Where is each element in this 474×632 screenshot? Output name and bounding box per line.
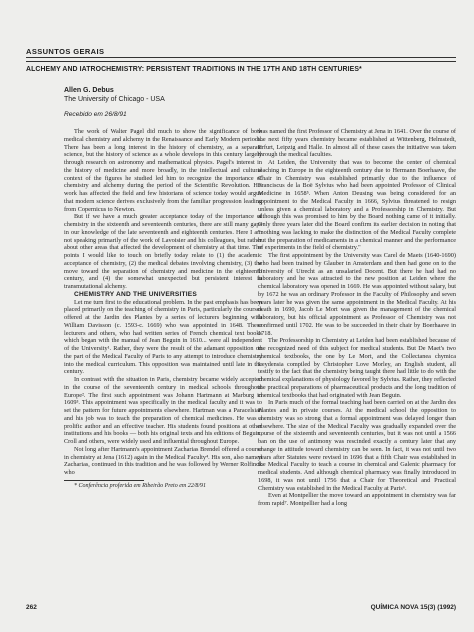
paragraph: Let me turn first to the educational problem. In the past emphasis has been placed primarily on the teaching of chemistry in Paris, particularly the courses offered at the Jardin des Plantes by a series of lecturers beginning with William Davisson (c. 1593-c. 1669) who was appointed in 1648. These lecturers and others, who had written series of French chemical text books which began with the manual of Jean Beguin in 1610... were all independent of the University¹. Rather, they were the result of the adamant opposition on the part of the Medical Faculty of Paris to any attempt to introduce chemistry into the medical curriculum. This opposition was maintained until late in the century. xyxy=(64,298,262,376)
section-heading: CHEMISTRY AND THE UNIVERSITIES xyxy=(74,290,197,298)
paragraph: In Paris much of the formal teaching had been carried on at the Jardin des Plantes and in private courses. At the medical school the opposition to chemistry was so strong that a formal appointment was delayed longer than elsewhere. The size of the Medical Faculty was gradually expanded over the course of the sixteenth and seventeenth centuries, but it was not until a 1566 ban on the use of antimony was rescinded exactly a century later that any change in attitude toward chemistry can be seen. In fact, it was not until two years after Statutes were revised in 1696 that a fifth Chair was established in the Medical Faculty to teach a course in chemical and Galenic pharmacy for medical students. And although chemical pharmacy was finally introduced in 1698, it was not until 1756 that a Chair for Theoretical and Practical Chemistry was established in the Medical Faculty at Paris⁶. xyxy=(258,399,456,492)
journal-citation: QUÍMICA NOVA 15(3) (1992) xyxy=(370,604,456,611)
paragraph: Not long after Hartmann's appointment Zacharias Brendel offered a course in chemistry at Jena (1612) again in the Medical Faculty⁴. His son, also named Zacharias, continued in this tradition and he was followed by Werner Rolfinck who xyxy=(64,445,262,476)
paragraph: was named the first Professor of Chemistry at Jena in 1641. Over the course of the next fifty years chemistry became established at Wittenberg, Helmstedt, Erfurt, Leipzig and Halle. In almost all of these cases the initiative was taken through the medical faculties. xyxy=(258,128,456,159)
paragraph: Even at Montpellier the move toward an appointment in chemistry was far from rapid⁷. Montpellier had a long xyxy=(258,492,456,507)
right-column xyxy=(258,128,456,508)
section-label: ASSUNTOS GERAIS xyxy=(26,47,105,56)
footnote: * Conferência proferida em Ribeirão Preto em 22/8/91 xyxy=(74,482,207,489)
paragraph: The Professorship in Chemistry at Leiden had been established because of the recognized need of this subject for medical students. But De Maet's two chemical textbooks, the one by Le Mort, and the Collectanea chymica Leydensia compiled by Christopher Love Morley, an English student, all testify to the fact that the chemistry being taught there had little to do with the chemical explanations of physiology favored by Sylvius. Rather, they reflected the practical preparations of pharmaceutical products and the long tradition of chemical textbooks that had originated with Jean Beguin. xyxy=(258,337,456,399)
page-number: 262 xyxy=(26,604,37,611)
paragraph: But if we have a much greater acceptance today of the importance of chemistry in the sixteenth and seventeenth centuries, there are still many gaps in our knowledge of the late seventeenth and eighteenth centuries. Here I am not speaking primarily of the work of Lavoisier and his colleagues, but rather about other areas that affected the development of chemistry at that time. The points I would like to touch on briefly today relate to (1) the academic acceptance of chemistry, (2) the medical debates involving chemistry, (3) the move toward the separation of chemistry and medicine in the eighteenth century, and (4) the somewhat unexpected but persistent interest in transmutational alchemy. xyxy=(64,213,262,290)
received-date: Recebido em 26/8/91 xyxy=(64,111,127,118)
paragraph: The first appointment by the University was Carel de Maets (1640-1690) who had been trained by Glauber in Amsterdam and then had gone on to the University of Utrecht as an unsalaried Docent. But there he had had no laboratory and he was attracted to the new position at Leiden where the chemical laboratory was opened in 1669. He was appointed without salary, but by 1672 he was an ordinary Professor in the Faculty of Philosophy and seven years later he was given the same appointment in the Medical Faculty. At his death in 1690, Jacob Le Mort was given the management of the chemical laboratory, but his official appointment as Professor of Chemistry was not confirmed until 1702. He was to be succeeded in their chair by Boerhaave in 1718. xyxy=(258,252,456,337)
paragraph: In contrast with the situation in Paris, chemistry became widely accepted in the course of the seventeenth century in medical schools throughout Europe². The first such appointment was Johann Hartmann at Marburg in 1609³. This appointment was specifically in the medical faculty and it was to set the pattern for future appointments elsewhere. Hartman was a Paracelsian and his job was to teach the preparation of chemical medicines. He was a prolific author and an effective teacher. His students found positions at other institutions and his books — both his original texts and his editions of Beguin, Croll and others, were widely used and influential throughout Europe. xyxy=(64,376,262,445)
left-column xyxy=(64,128,262,491)
article-title: ALCHEMY AND IATROCHEMISTRY: PERSISTENT TRADITIONS IN THE 17TH AND 18TH CENTURIES* xyxy=(26,66,362,73)
footnote-rule xyxy=(64,480,144,481)
header-rule-thin xyxy=(26,61,456,62)
paragraph: At Leiden, the University that was to become the center of chemical teaching in Europe in the eighteenth century due to Hermann Boerhaave, the Chair in Chemistry was established primarily due to the influence of Franciscus de la Boë Sylvius who had been appointed Professor of Clinical Medicine in 1658⁵. When Anton Deusing was being considered for an appointment to the Medical Faculty in 1666, Sylvius threatened to resign unless given a chemical laboratory and a Professorship in Chemistry. But although this was promised to him by the Board nothing came of it initially. Only three years later did the Board confirm its earlier decision in noting that "nothing was lacking to make the distinction of the Medical Faculty complete but the preparation of medicaments in a chemical manner and the performance of experiments in the field of chemistry." xyxy=(258,159,456,252)
paragraph: The work of Walter Pagel did much to show the significance of both medical chemistry and alchemy in the Renaissance and Early Modern periods. There has been a long interest in the history of chemistry, as a separate science, but the history of science as a whole develops in this century largely through research on astronomy and mathematical physics. Pagel's interest in the history of medicine and more broadly, in the intellectual and cultural context of the figures he studied led him to recognize the importance of chemistry and alchemy during the period of the Scientific Revolution. His work has affected the field and few historians of science today would argue that modern science derives exclusively from the familiar progression leading from Copernicus to Newton. xyxy=(64,128,262,213)
header-rule xyxy=(26,57,456,58)
author-affiliation: The University of Chicago - USA xyxy=(64,96,165,103)
author-name: Allen G. Debus xyxy=(64,87,114,94)
